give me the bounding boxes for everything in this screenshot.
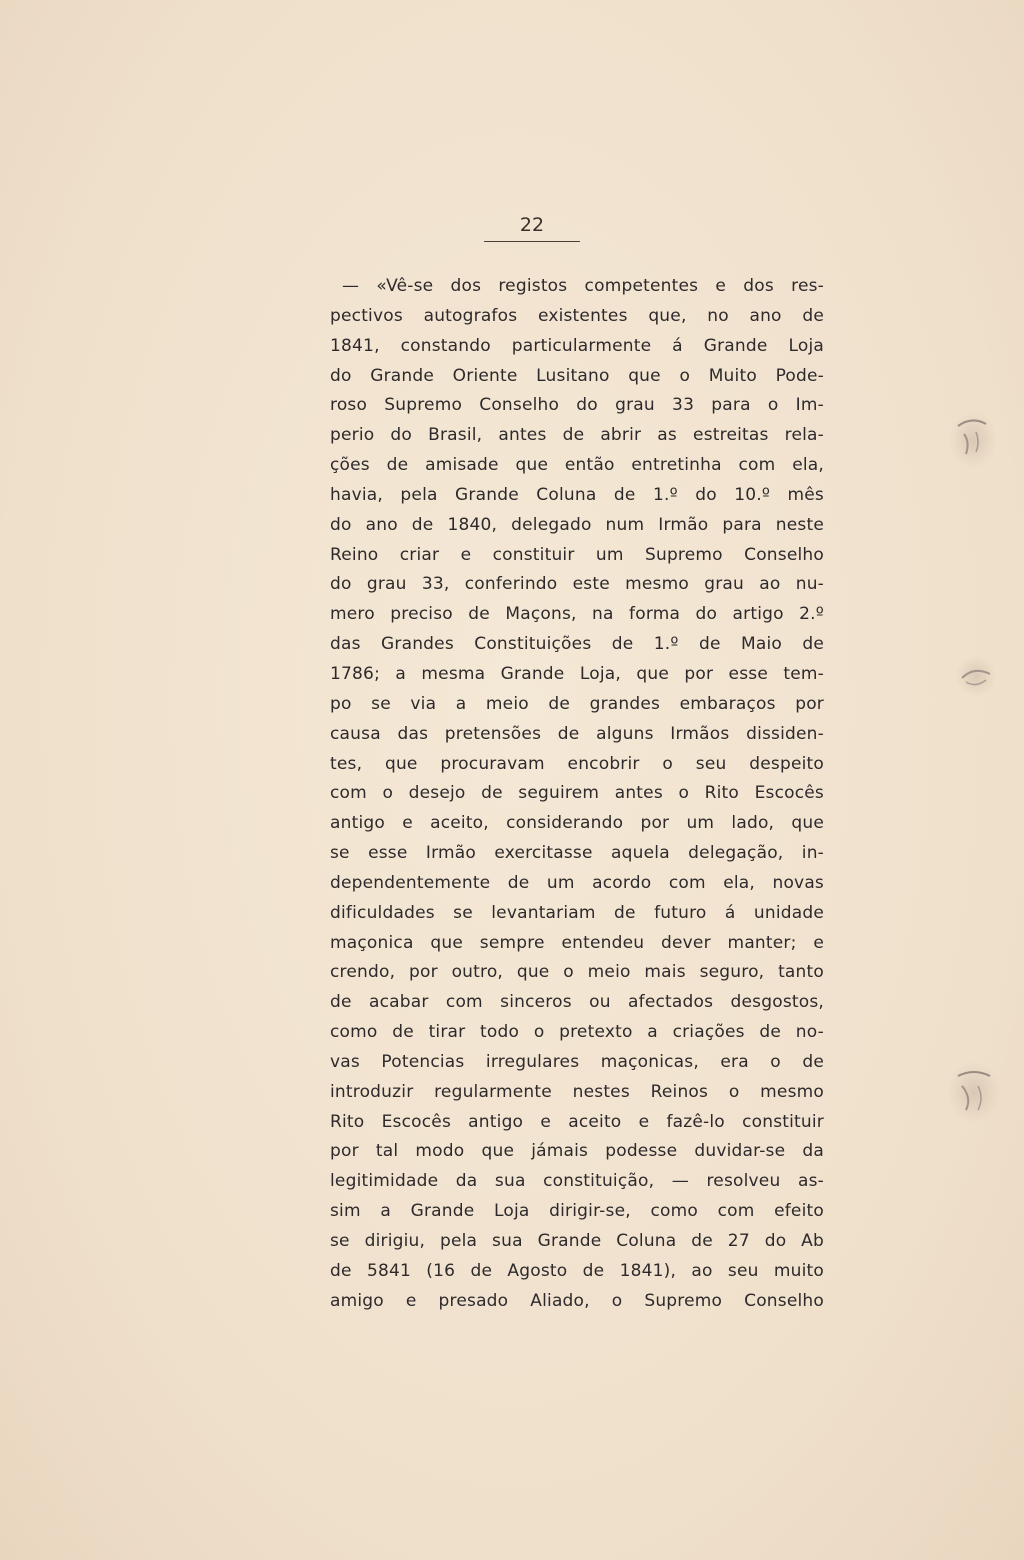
text-line: Rito Escocês antigo e aceito e fazê-lo constituir <box>330 1111 824 1132</box>
text-line: dependentemente de um acordo com ela, novas <box>330 872 824 893</box>
page-number: 22 <box>519 214 545 236</box>
text-line: por tal modo que jámais podesse duvidar-se da <box>330 1141 824 1162</box>
text-line: de 5841 (16 de Agosto de 1841), ao seu muito <box>330 1260 824 1281</box>
text-line: maçonica que sempre entendeu dever manter; e <box>330 932 824 953</box>
body-text <box>330 272 824 1317</box>
text-line: introduzir regularmente nestes Reinos o mesmo <box>330 1081 824 1102</box>
text-line: de acabar com sinceros ou afectados desgostos, <box>330 992 824 1013</box>
text-line: do ano de 1840, delegado num Irmão para neste <box>330 514 824 535</box>
text-line: perio do Brasil, antes de abrir as estreitas rela- <box>330 425 824 446</box>
text-line: 1786; a mesma Grande Loja, que por esse tem- <box>330 663 824 684</box>
text-line: tes, que procuravam encobrir o seu despeito <box>330 753 824 774</box>
text-line: do grau 33, conferindo este mesmo grau ao nu- <box>330 574 824 595</box>
text-line: vas Potencias irregulares maçonicas, era o de <box>330 1051 824 1072</box>
text-line: ções de amisade que então entretinha com ela, <box>330 455 824 476</box>
text-line: pectivos autografos existentes que, no ano de <box>330 305 824 326</box>
text-line: havia, pela Grande Coluna de 1.º do 10.º mês <box>330 484 824 505</box>
text-line: como de tirar todo o pretexto a criações de no- <box>330 1022 824 1043</box>
text-line: roso Supremo Conselho do grau 33 para o Im- <box>330 395 824 416</box>
text-line: legitimidade da sua constituição, — resolveu as- <box>330 1171 824 1192</box>
text-line: amigo e presado Aliado, o Supremo Conselho <box>330 1290 824 1311</box>
text-line: do Grande Oriente Lusitano que o Muito Pode- <box>330 365 824 386</box>
text-line: crendo, por outro, que o meio mais seguro, tanto <box>330 962 824 983</box>
text-line: sim a Grande Loja dirigir-se, como com efeito <box>330 1201 824 1222</box>
text-line: se dirigiu, pela sua Grande Coluna de 27 do Ab <box>330 1231 824 1251</box>
binding-mark-top <box>950 412 996 468</box>
text-line: po se via a meio de grandes embaraços por <box>330 693 824 714</box>
text-line: 1841, constando particularmente á Grande Loja <box>330 335 824 356</box>
text-line: Reino criar e constituir um Supremo Conselho <box>330 544 824 565</box>
page-number-rule <box>484 241 580 242</box>
binding-mark-middle <box>956 656 996 696</box>
text-line: dificuldades se levantariam de futuro á unidade <box>330 902 824 923</box>
text-line: mero preciso de Maçons, na forma do artigo 2.º <box>330 604 824 625</box>
text-line: das Grandes Constituições de 1.º de Maio de <box>330 634 824 655</box>
binding-mark-bottom <box>948 1062 1000 1122</box>
text-line: se esse Irmão exercitasse aquela delegação, in- <box>330 843 824 864</box>
text-line: — «Vê-se dos registos competentes e dos res- <box>342 276 824 296</box>
text-line: com o desejo de seguirem antes o Rito Escocês <box>330 783 824 804</box>
text-line: antigo e aceito, considerando por um lado, que <box>330 813 824 834</box>
text-line: causa das pretensões de alguns Irmãos dissiden- <box>330 723 824 744</box>
